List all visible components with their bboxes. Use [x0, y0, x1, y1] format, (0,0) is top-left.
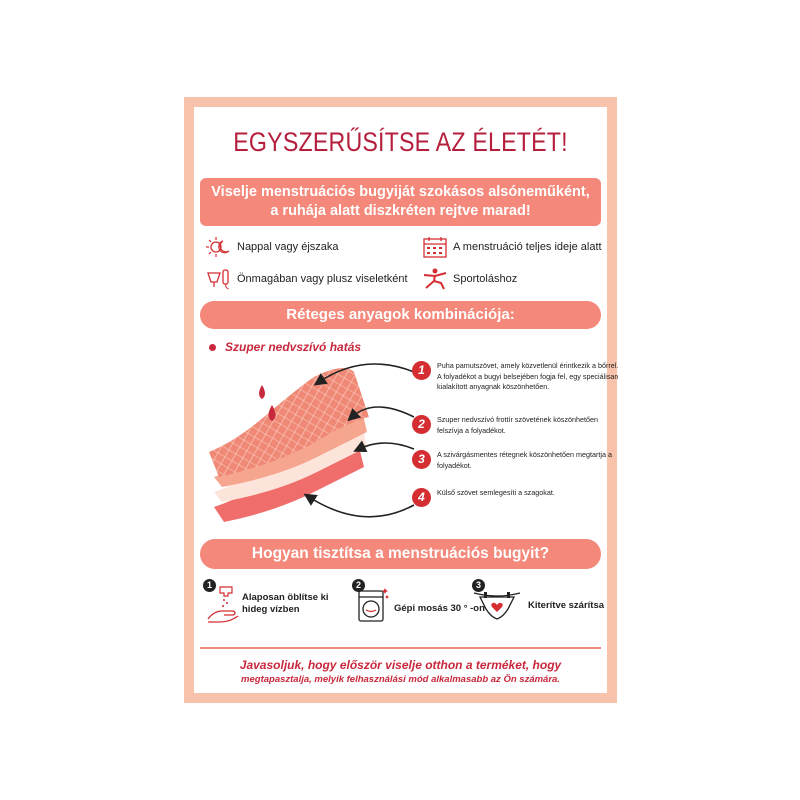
clean-step-line: Alaposan öblítse ki [242, 592, 329, 603]
drop-icon [259, 385, 265, 399]
step-text: Külső szövet semlegesíti a szagokat. [437, 488, 555, 497]
poster-sheet [194, 107, 619, 693]
layer-step-1 [412, 361, 622, 393]
footer-line-1: Javasoljuk, hogy először viselje otthon a terméket, hogy [239, 658, 562, 672]
arrows-graphic [274, 357, 419, 537]
clean-step-number: 3 [472, 579, 485, 592]
poster-frame [184, 97, 617, 703]
step-number: 4 [412, 488, 431, 507]
arrow-2 [352, 407, 414, 417]
intro-line-1: Viselje menstruációs bugyiját szokásos alsóneműként, [211, 184, 590, 200]
feature-sport [422, 267, 517, 291]
layers-heading: Réteges anyagok kombinációja: [286, 306, 515, 323]
drying-underwear-icon [472, 585, 522, 623]
washing-machine-icon [356, 585, 390, 623]
clean-heading: Hogyan tisztítsa a menstruációs bugyit? [251, 545, 550, 562]
clean-heading-banner [200, 539, 601, 569]
feature-label: Nappal vagy éjszaka [237, 241, 339, 253]
footer-divider [200, 647, 601, 649]
step-number: 3 [412, 450, 431, 469]
poster-title: EGYSZERŰSÍTSE AZ ÉLETÉT! [233, 127, 568, 157]
footer-note [194, 657, 607, 687]
layer-step-4 [412, 488, 622, 507]
arrow-1 [319, 364, 414, 382]
calendar-icon [422, 235, 448, 259]
arrow-3 [359, 443, 414, 449]
feature-standalone [206, 267, 408, 291]
feature-day-night [206, 235, 339, 259]
cup-tampon-icon [206, 267, 232, 291]
clean-step-rinse [206, 585, 329, 623]
layer-step-3 [412, 450, 622, 471]
arrow-4 [309, 497, 414, 517]
intro-line-2: a ruhája alatt diszkréten rejtve marad! [270, 203, 531, 219]
clean-step-wash [356, 585, 485, 623]
step-text: Szuper nedvszívó frottír szövetének köszönhetően felszívja a folyadékot. [437, 415, 599, 435]
step-number: 2 [412, 415, 431, 434]
bullet-dot [209, 344, 216, 351]
clean-step-number: 2 [352, 579, 365, 592]
absorb-label: Szuper nedvszívó hatás [225, 340, 362, 354]
step-text: Puha pamutszövet, amely közvetlenül érintkezik a bőrrel. A folyadékot a bugyi belsejében fogja fel, egy speciálisan kialakított anyagnak köszönhetően. [437, 361, 619, 391]
step-number: 1 [412, 361, 431, 380]
hand-rinse-icon [206, 585, 240, 623]
feature-full-period [422, 235, 602, 259]
clean-step-line: Kiterítve szárítsa [528, 600, 605, 611]
absorb-label-row [209, 340, 361, 354]
layers-heading-banner [200, 301, 601, 329]
clean-step-line: Gépi mosás 30 ° -on [394, 603, 485, 614]
clean-step-dry [472, 585, 604, 623]
clean-step-number: 1 [203, 579, 216, 592]
layer-step-2 [412, 415, 622, 436]
feature-label: A menstruáció teljes ideje alatt [453, 241, 602, 253]
feature-label: Sportoláshoz [453, 273, 518, 285]
footer-line-2: megtapasztalja, melyik felhasználási mód alkalmasabb az Ön számára. [241, 674, 560, 685]
step-text: A szivárgásmentes rétegnek köszönhetően megtartja a folyadékot. [437, 450, 612, 470]
clean-step-line: hideg vízben [242, 604, 300, 615]
sport-pose-icon [422, 267, 448, 291]
intro-banner [200, 178, 601, 226]
sun-moon-icon [206, 235, 232, 259]
feature-label: Önmagában vagy plusz viseletként [237, 273, 408, 285]
